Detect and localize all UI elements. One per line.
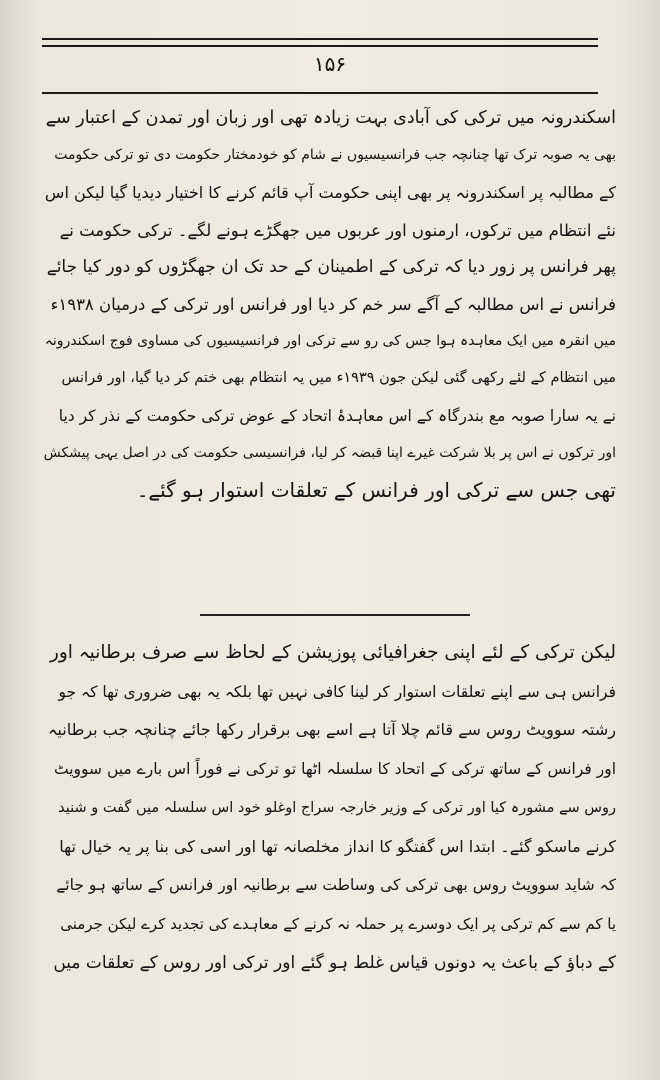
- header-rule-second: [42, 45, 598, 47]
- text-line: میں انتظام کے لئے رکھی گئی لیکن جون ۱۹۳۹ء میں یہ انتظام بھی ختم کر دیا گیا، اور فرانس: [61, 370, 616, 387]
- text-line: میں انقرہ میں ایک معاہدہ ہوا جس کی رو سے ترکی اور فرانسیسیوں کی مساوی فوج اسکندرونہ: [44, 333, 616, 350]
- text-line: رشتہ سوویٹ روس سے قائم چلا آتا ہے اسے بھی برقرار رکھا جائے چنانچہ جب برطانیہ: [48, 720, 616, 740]
- text-line: فرانس نے اس مطالبہ کے آگے سر خم کر دیا اور فرانس اور ترکی کے درمیان ۱۹۳۸ء: [50, 295, 616, 315]
- text-line: بھی یہ صوبہ ترک تھا چنانچہ جب فرانسیسیوں نے شام کو خودمختار حکومت دی تو ترکی حکومت: [54, 147, 616, 164]
- paragraph-1: [44, 100, 616, 509]
- text-line: یا کم سے کم ترکی پر ایک دوسرے پر حملہ نہ کرنے کے معاہدے کی تجدید کرے لیکن جرمنی: [60, 914, 616, 933]
- header-rule-top: [42, 38, 598, 40]
- text-line: اور فرانس کے ساتھ ترکی کے اتحاد کا سلسلہ اٹھا تو ترکی نے فوراً اس بارے میں سوویٹ: [54, 760, 616, 779]
- text-line: اسکندرونہ میں ترکی کی آبادی بہت زیادہ تھی اور زبان اور تمدن کے اعتبار سے: [45, 108, 616, 128]
- text-line: لیکن ترکی کے لئے اپنی جغرافیائی پوزیشن کے لحاظ سے صرف برطانیہ اور: [49, 642, 616, 663]
- text-line: پھر فرانس پر زور دیا کہ ترکی کے اطمینان کے حد تک ان جھگڑوں کو دور کیا جائے: [46, 256, 616, 277]
- header-rule-bottom: [42, 92, 598, 94]
- text-line: کے دباؤ کے باعث یہ دونوں قیاس غلط ہو گئے اور ترکی اور روس کے تعلقات میں: [53, 952, 616, 973]
- paragraph-2: [44, 634, 616, 982]
- text-line: کہ شاید سوویٹ روس بھی ترکی کی وساطت سے برطانیہ اور فرانس کے ساتھ ہو جائے: [56, 876, 616, 895]
- section-divider: [200, 614, 470, 616]
- text-line: کرنے ماسکو گئے۔ ابتدا اس گفتگو کا انداز مخلصانہ تھا اور اسی کی بنا پر یہ خیال تھا: [59, 836, 616, 856]
- text-line: اور ترکوں نے اس پر بلا شرکت غیرے اپنا قبضہ کر لیا، فرانسیسی حکومت کی در اصل یہی پیشکش: [44, 444, 616, 461]
- text-line: روس سے مشورہ کیا اور ترکی کے وزیر خارجہ سراج اوغلو خود اس سلسلہ میں گفت و شنید: [58, 799, 616, 816]
- text-line: فرانس ہی سے اپنے تعلقات استوار کر لینا کافی نہیں تھا بلکہ یہ بھی ضروری تھا کہ جو: [58, 682, 616, 701]
- text-line: کے مطالبہ پر اسکندرونہ پر بھی اپنی حکومت آپ قائم کرنے کا اختیار دیدیا گیا لیکن اس: [44, 183, 616, 203]
- text-line: نے یہ سارا صوبہ مع بندرگاہ کے اس معاہدۂ اتحاد کے عوض ترکی حکومت کے نذر کر دیا: [58, 406, 616, 425]
- page-number: ۱۵۶: [313, 52, 347, 76]
- text-line: نئے انتظام میں ترکوں، ارمنوں اور عربوں میں جھگڑے ہونے لگے۔ ترکی حکومت نے: [59, 220, 616, 240]
- text-line: تھی جس سے ترکی اور فرانس کے تعلقات استوار ہو گئے۔: [136, 478, 616, 503]
